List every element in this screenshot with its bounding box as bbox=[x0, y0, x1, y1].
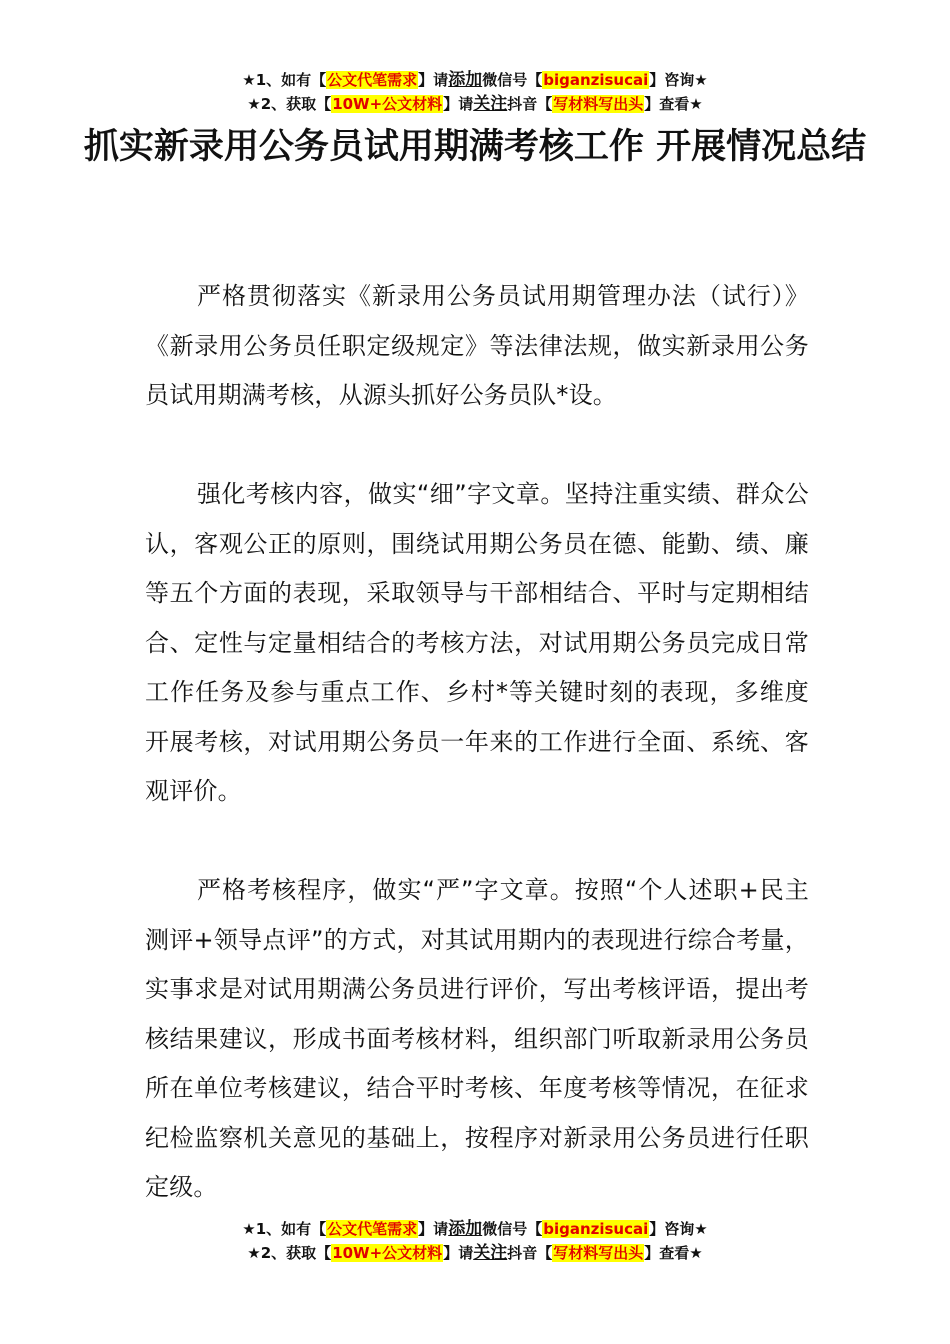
promo-highlight: 公文代笔需求 bbox=[327, 1220, 418, 1238]
promo-highlight: 10W+公文材料 bbox=[332, 1244, 443, 1262]
promo-text: 】请 bbox=[418, 71, 449, 89]
promo-emphasis: 关注 bbox=[473, 94, 508, 114]
star-icon: ★ bbox=[242, 71, 256, 89]
promo-text: 2、获取【 bbox=[260, 1244, 332, 1262]
promo-emphasis: 关注 bbox=[473, 1243, 508, 1263]
promo-highlight: 公文代笔需求 bbox=[327, 71, 418, 89]
footer-promo-line-1 bbox=[0, 1217, 950, 1241]
paragraph-intro: 严格贯彻落实《新录用公务员试用期管理办法（试行）》《新录用公务员任职定级规定》等法律法规，做实新录用公务员试用期满考核，从源头抓好公务员队*设。 bbox=[145, 282, 809, 409]
promo-highlight-wechat-id: biganzisucai bbox=[543, 71, 649, 89]
promo-emphasis: 添加 bbox=[448, 1219, 483, 1239]
promo-text: 】查看★ bbox=[644, 95, 703, 113]
promo-text: 1、如有【 bbox=[255, 1220, 327, 1238]
promo-text: 微信号【 bbox=[482, 71, 543, 89]
paragraph-content: 强化考核内容，做实“细”字文章。坚持注重实绩、群众公认，客观公正的原则，围绕试用期公务员在德、能勤、绩、廉等五个方面的表现，采取领导与干部相结合、平时与定期相结合、定性与定量相结合的考核方法，对试用期公务员完成日常工作任务及参与重点工作、乡村*等关键时刻的表现，多维度开展考核，对试用期公务员一年来的工作进行全面、系统、客观评价。 bbox=[145, 480, 809, 805]
paragraph-procedure: 严格考核程序，做实“严”字文章。按照“个人述职+民主测评+领导点评”的方式，对其试用期内的表现进行综合考量，实事求是对试用期满公务员进行评价，写出考核评语，提出考核结果建议，形成书面考核材料，组织部门听取新录用公务员所在单位考核建议，结合平时考核、年度考核等情况，在征求纪检监察机关意见的基础上，按程序对新录用公务员进行任职定级。 bbox=[145, 876, 809, 1201]
promo-text: 微信号【 bbox=[482, 1220, 543, 1238]
promo-text: 】请 bbox=[443, 1244, 474, 1262]
promo-text: 】请 bbox=[443, 95, 474, 113]
document-title: 抓实新录用公务员试用期满考核工作 开展情况总结 bbox=[83, 127, 867, 167]
promo-highlight-douyin-id: 写材料写出头 bbox=[553, 1244, 644, 1262]
promo-highlight: 10W+公文材料 bbox=[332, 95, 443, 113]
star-icon: ★ bbox=[242, 1220, 256, 1238]
promo-text: 】咨询★ bbox=[649, 71, 708, 89]
promo-text: 抖音【 bbox=[507, 1244, 553, 1262]
header-promo-line-1 bbox=[0, 68, 950, 92]
promo-text: 2、获取【 bbox=[260, 95, 332, 113]
star-icon: ★ bbox=[247, 1244, 261, 1262]
star-icon: ★ bbox=[247, 95, 261, 113]
promo-text: 抖音【 bbox=[507, 95, 553, 113]
promo-text: 】请 bbox=[418, 1220, 449, 1238]
promo-text: 】查看★ bbox=[644, 1244, 703, 1262]
header-promo bbox=[0, 68, 950, 116]
promo-text: 】咨询★ bbox=[649, 1220, 708, 1238]
header-promo-line-2 bbox=[0, 92, 950, 116]
promo-text: 1、如有【 bbox=[255, 71, 327, 89]
footer-promo-line-2 bbox=[0, 1241, 950, 1265]
promo-highlight-douyin-id: 写材料写出头 bbox=[553, 95, 644, 113]
promo-highlight-wechat-id: biganzisucai bbox=[543, 1220, 649, 1238]
promo-emphasis: 添加 bbox=[448, 70, 483, 90]
footer-promo bbox=[0, 1217, 950, 1265]
